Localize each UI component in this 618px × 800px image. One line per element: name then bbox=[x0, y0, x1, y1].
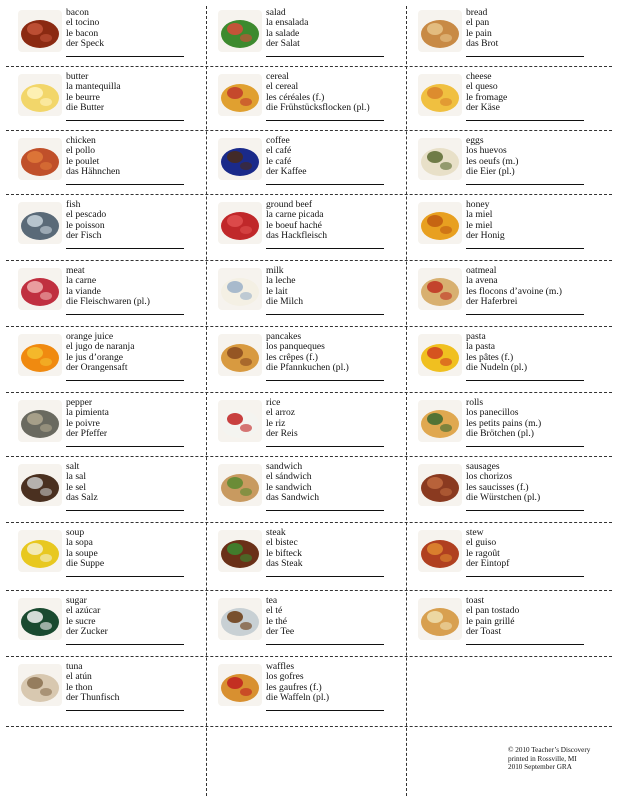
english-word: salt bbox=[66, 462, 80, 472]
write-in-line bbox=[466, 56, 584, 57]
english-word: cereal bbox=[266, 72, 289, 82]
english-word: sugar bbox=[66, 596, 87, 606]
spanish-word: el tocino bbox=[66, 18, 100, 29]
vocab-card-sugar bbox=[14, 592, 212, 656]
eggs-icon bbox=[418, 138, 462, 180]
french-word: le café bbox=[266, 156, 292, 167]
french-word: le sucre bbox=[66, 616, 96, 627]
horizontal-cut-line bbox=[6, 392, 612, 393]
english-word: rice bbox=[266, 398, 281, 408]
vocab-card-tuna bbox=[14, 658, 212, 722]
spanish-word: la pasta bbox=[466, 342, 496, 353]
cheese-icon bbox=[418, 74, 462, 116]
german-word: das Brot bbox=[466, 39, 499, 50]
german-word: der Thunfisch bbox=[66, 693, 120, 704]
write-in-line bbox=[266, 120, 384, 121]
vocab-card-meat bbox=[14, 262, 212, 326]
write-in-line bbox=[266, 380, 384, 381]
honey-icon bbox=[418, 202, 462, 244]
write-in-line bbox=[66, 56, 184, 57]
vocab-words bbox=[466, 332, 612, 374]
vocab-card-salad bbox=[214, 4, 412, 68]
vocab-card-steak bbox=[214, 524, 412, 588]
german-word: der Reis bbox=[266, 429, 298, 440]
english-word: waffles bbox=[266, 662, 295, 672]
french-word: le thé bbox=[266, 616, 288, 627]
ground-beef-icon bbox=[218, 202, 262, 244]
french-word: le pain grillé bbox=[466, 616, 515, 627]
german-word: die Butter bbox=[66, 103, 105, 114]
write-in-line bbox=[466, 184, 584, 185]
spanish-word: la leche bbox=[266, 276, 296, 287]
vocab-card-bacon bbox=[14, 4, 212, 68]
toast-icon bbox=[418, 598, 462, 640]
spanish-word: la ensalada bbox=[266, 18, 309, 29]
french-word: les crêpes (f.) bbox=[266, 352, 318, 363]
french-word: le pain bbox=[466, 28, 492, 39]
french-word: le bacon bbox=[66, 28, 99, 39]
french-word: le boeuf haché bbox=[266, 220, 322, 231]
english-word: orange juice bbox=[66, 332, 114, 342]
write-in-line bbox=[266, 184, 384, 185]
english-word: salad bbox=[266, 8, 286, 18]
vocab-card-salt bbox=[14, 458, 212, 522]
german-word: die Pfannkuchen (pl.) bbox=[266, 363, 349, 374]
vocab-words bbox=[466, 136, 612, 178]
french-word: les pâtes (f.) bbox=[466, 352, 514, 363]
write-in-line bbox=[466, 314, 584, 315]
english-word: bread bbox=[466, 8, 488, 18]
german-word: die Brötchen (pl.) bbox=[466, 429, 534, 440]
horizontal-cut-line bbox=[6, 66, 612, 67]
english-word: oatmeal bbox=[466, 266, 497, 276]
sausages-icon bbox=[418, 464, 462, 506]
french-word: le jus d’orange bbox=[66, 352, 124, 363]
write-in-line bbox=[466, 120, 584, 121]
milk-icon bbox=[218, 268, 262, 310]
french-word: la soupe bbox=[66, 548, 98, 559]
vocab-words bbox=[66, 662, 212, 704]
bread-icon bbox=[418, 10, 462, 52]
write-in-line bbox=[66, 446, 184, 447]
french-word: le lait bbox=[266, 286, 288, 297]
write-in-line bbox=[66, 120, 184, 121]
write-in-line bbox=[66, 380, 184, 381]
vocab-words bbox=[466, 462, 612, 504]
write-in-line bbox=[66, 184, 184, 185]
vocab-card-tea bbox=[214, 592, 412, 656]
horizontal-cut-line bbox=[6, 522, 612, 523]
vocab-card-sandwich bbox=[214, 458, 412, 522]
pancakes-icon bbox=[218, 334, 262, 376]
english-word: cheese bbox=[466, 72, 492, 82]
spanish-word: el cereal bbox=[266, 82, 299, 93]
spanish-word: el pan tostado bbox=[466, 606, 520, 617]
english-word: sausages bbox=[466, 462, 500, 472]
copyright-line: © 2010 Teacher’s Discovery bbox=[508, 746, 591, 754]
spanish-word: la carne picada bbox=[266, 210, 324, 221]
german-word: die Waffeln (pl.) bbox=[266, 693, 330, 704]
chicken-icon bbox=[18, 138, 62, 180]
english-word: chicken bbox=[66, 136, 96, 146]
copyright-notice bbox=[508, 746, 612, 772]
vocab-card-orange-juice bbox=[14, 328, 212, 392]
printed-location-line: printed in Rossville, MI bbox=[508, 754, 577, 763]
german-word: der Salat bbox=[266, 39, 300, 50]
english-word: fish bbox=[66, 200, 81, 210]
tuna-icon bbox=[18, 664, 62, 706]
vocab-words bbox=[266, 398, 412, 440]
steak-icon bbox=[218, 530, 262, 572]
german-word: das Hackfleisch bbox=[266, 231, 328, 242]
spanish-word: la avena bbox=[466, 276, 498, 287]
rice-icon bbox=[218, 400, 262, 442]
english-word: eggs bbox=[466, 136, 484, 146]
vocab-words bbox=[266, 462, 412, 504]
orange-juice-icon bbox=[18, 334, 62, 376]
write-in-line bbox=[466, 510, 584, 511]
vocab-words bbox=[266, 266, 412, 308]
stew-icon bbox=[418, 530, 462, 572]
waffles-icon bbox=[218, 664, 262, 706]
french-word: le poivre bbox=[66, 418, 100, 429]
vocab-card-waffles bbox=[214, 658, 412, 722]
german-word: der Pfeffer bbox=[66, 429, 108, 440]
german-word: das Steak bbox=[266, 559, 303, 570]
german-word: die Frühstücksflocken (pl.) bbox=[266, 103, 370, 114]
french-word: le ragoût bbox=[466, 548, 500, 559]
spanish-word: la sal bbox=[66, 472, 86, 483]
german-word: die Suppe bbox=[66, 559, 105, 570]
english-word: bacon bbox=[66, 8, 89, 18]
horizontal-cut-line bbox=[6, 656, 612, 657]
spanish-word: el jugo de naranja bbox=[66, 342, 135, 353]
write-in-line bbox=[266, 576, 384, 577]
salt-icon bbox=[18, 464, 62, 506]
vocab-card-soup bbox=[14, 524, 212, 588]
write-in-line bbox=[466, 644, 584, 645]
horizontal-cut-line bbox=[6, 194, 612, 195]
german-word: die Nudeln (pl.) bbox=[466, 363, 528, 374]
vocab-words bbox=[466, 72, 612, 114]
english-word: pasta bbox=[466, 332, 486, 342]
french-word: le sandwich bbox=[266, 482, 312, 493]
vocab-words bbox=[466, 200, 612, 242]
french-word: le riz bbox=[266, 418, 286, 429]
spanish-word: el té bbox=[266, 606, 283, 617]
french-word: le thon bbox=[66, 682, 93, 693]
spanish-word: los chorizos bbox=[466, 472, 513, 483]
spanish-word: los panecillos bbox=[466, 408, 519, 419]
vocab-card-pasta bbox=[414, 328, 612, 392]
english-word: toast bbox=[466, 596, 485, 606]
vocab-card-milk bbox=[214, 262, 412, 326]
tea-icon bbox=[218, 598, 262, 640]
soup-icon bbox=[18, 530, 62, 572]
vocab-words bbox=[266, 136, 412, 178]
horizontal-cut-line bbox=[6, 326, 612, 327]
spanish-word: los huevos bbox=[466, 146, 507, 157]
write-in-line bbox=[66, 576, 184, 577]
english-word: coffee bbox=[266, 136, 290, 146]
spanish-word: la pimienta bbox=[66, 408, 109, 419]
german-word: der Eintopf bbox=[466, 559, 510, 570]
meat-icon bbox=[18, 268, 62, 310]
vocab-words bbox=[66, 596, 212, 638]
write-in-line bbox=[66, 314, 184, 315]
german-word: das Hähnchen bbox=[66, 167, 121, 178]
vocab-words bbox=[66, 398, 212, 440]
vocab-words bbox=[66, 266, 212, 308]
coffee-icon bbox=[218, 138, 262, 180]
vocab-words bbox=[66, 462, 212, 504]
vocab-card-cereal bbox=[214, 68, 412, 132]
german-word: das Sandwich bbox=[266, 493, 320, 504]
write-in-line bbox=[266, 248, 384, 249]
edition-line: 2010 September GRA bbox=[508, 763, 572, 772]
horizontal-cut-line bbox=[6, 260, 612, 261]
cereal-icon bbox=[218, 74, 262, 116]
write-in-line bbox=[66, 510, 184, 511]
german-word: der Zucker bbox=[66, 627, 108, 638]
vocab-card-stew bbox=[414, 524, 612, 588]
bacon-icon bbox=[18, 10, 62, 52]
vocab-words bbox=[266, 8, 412, 50]
french-word: les flocons d’avoine (m.) bbox=[466, 286, 562, 297]
french-word: les oeufs (m.) bbox=[466, 156, 519, 167]
spanish-word: la sopa bbox=[66, 538, 93, 549]
english-word: pepper bbox=[66, 398, 93, 408]
german-word: der Haferbrei bbox=[466, 297, 518, 308]
horizontal-cut-line bbox=[6, 726, 612, 727]
english-word: pancakes bbox=[266, 332, 302, 342]
german-word: der Speck bbox=[66, 39, 105, 50]
write-in-line bbox=[66, 248, 184, 249]
vocab-card-sausages bbox=[414, 458, 612, 522]
write-in-line bbox=[266, 510, 384, 511]
spanish-word: el sándwich bbox=[266, 472, 312, 483]
vocab-card-honey bbox=[414, 196, 612, 260]
sandwich-icon bbox=[218, 464, 262, 506]
vocab-card-rolls bbox=[414, 394, 612, 458]
german-word: die Würstchen (pl.) bbox=[466, 493, 541, 504]
french-word: les petits pains (m.) bbox=[466, 418, 542, 429]
vocab-words bbox=[66, 332, 212, 374]
vocab-card-bread bbox=[414, 4, 612, 68]
oatmeal-icon bbox=[418, 268, 462, 310]
spanish-word: los panqueques bbox=[266, 342, 325, 353]
vocab-words bbox=[266, 332, 412, 374]
german-word: der Toast bbox=[466, 627, 502, 638]
spanish-word: la carne bbox=[66, 276, 97, 287]
english-word: tea bbox=[266, 596, 278, 606]
vocab-words bbox=[466, 596, 612, 638]
vocab-card-fish bbox=[14, 196, 212, 260]
english-word: sandwich bbox=[266, 462, 303, 472]
english-word: rolls bbox=[466, 398, 484, 408]
rolls-icon bbox=[418, 400, 462, 442]
vocab-card-coffee bbox=[214, 132, 412, 196]
french-word: les saucisses (f.) bbox=[466, 482, 529, 493]
french-word: le fromage bbox=[466, 92, 508, 103]
english-word: tuna bbox=[66, 662, 83, 672]
vocab-card-rice bbox=[214, 394, 412, 458]
spanish-word: el pescado bbox=[66, 210, 107, 221]
french-word: le bifteck bbox=[266, 548, 302, 559]
vocab-card-butter bbox=[14, 68, 212, 132]
german-word: der Käse bbox=[466, 103, 500, 114]
english-word: butter bbox=[66, 72, 89, 82]
spanish-word: el bistec bbox=[266, 538, 298, 549]
vocab-card-cheese bbox=[414, 68, 612, 132]
vocab-card-chicken bbox=[14, 132, 212, 196]
english-word: honey bbox=[466, 200, 490, 210]
german-word: die Eier (pl.) bbox=[466, 167, 515, 178]
german-word: der Honig bbox=[466, 231, 505, 242]
english-word: ground beef bbox=[266, 200, 313, 210]
vocab-card-pepper bbox=[14, 394, 212, 458]
english-word: meat bbox=[66, 266, 85, 276]
sugar-icon bbox=[18, 598, 62, 640]
vocab-card-ground-beef bbox=[214, 196, 412, 260]
vocab-card-eggs bbox=[414, 132, 612, 196]
german-word: der Orangensaft bbox=[66, 363, 128, 374]
spanish-word: el café bbox=[266, 146, 292, 157]
vocab-words bbox=[66, 136, 212, 178]
write-in-line bbox=[466, 446, 584, 447]
write-in-line bbox=[66, 644, 184, 645]
vocab-words bbox=[266, 72, 412, 114]
vocab-words bbox=[466, 8, 612, 50]
spanish-word: el atún bbox=[66, 672, 92, 683]
spanish-word: el pan bbox=[466, 18, 490, 29]
french-word: les céréales (f.) bbox=[266, 92, 325, 103]
vocab-words bbox=[66, 528, 212, 570]
french-word: le beurre bbox=[66, 92, 100, 103]
butter-icon bbox=[18, 74, 62, 116]
write-in-line bbox=[466, 248, 584, 249]
pepper-icon bbox=[18, 400, 62, 442]
write-in-line bbox=[466, 380, 584, 381]
horizontal-cut-line bbox=[6, 456, 612, 457]
vocab-words bbox=[266, 200, 412, 242]
write-in-line bbox=[266, 644, 384, 645]
vocab-words bbox=[66, 72, 212, 114]
spanish-word: el guiso bbox=[466, 538, 497, 549]
vocab-words bbox=[266, 596, 412, 638]
german-word: das Salz bbox=[66, 493, 98, 504]
spanish-word: los gofres bbox=[266, 672, 304, 683]
french-word: le miel bbox=[466, 220, 493, 231]
french-word: les gaufres (f.) bbox=[266, 682, 322, 693]
spanish-word: la miel bbox=[466, 210, 493, 221]
write-in-line bbox=[266, 710, 384, 711]
vocab-words bbox=[266, 662, 412, 704]
german-word: die Milch bbox=[266, 297, 304, 308]
vocab-words bbox=[466, 266, 612, 308]
pasta-icon bbox=[418, 334, 462, 376]
french-word: la salade bbox=[266, 28, 300, 39]
vocab-card-pancakes bbox=[214, 328, 412, 392]
french-word: la viande bbox=[66, 286, 101, 297]
vertical-cut-line bbox=[406, 6, 407, 796]
english-word: stew bbox=[466, 528, 484, 538]
french-word: le poulet bbox=[66, 156, 100, 167]
salad-icon bbox=[218, 10, 262, 52]
english-word: milk bbox=[266, 266, 284, 276]
spanish-word: la mantequilla bbox=[66, 82, 121, 93]
vocab-card-oatmeal bbox=[414, 262, 612, 326]
write-in-line bbox=[266, 446, 384, 447]
write-in-line bbox=[266, 314, 384, 315]
spanish-word: el queso bbox=[466, 82, 498, 93]
english-word: steak bbox=[266, 528, 286, 538]
vocab-words bbox=[466, 528, 612, 570]
vocab-words bbox=[66, 200, 212, 242]
spanish-word: el arroz bbox=[266, 408, 296, 419]
spanish-word: el azúcar bbox=[66, 606, 101, 617]
german-word: der Fisch bbox=[66, 231, 102, 242]
vocab-words bbox=[466, 398, 612, 440]
spanish-word: el pollo bbox=[66, 146, 96, 157]
horizontal-cut-line bbox=[6, 590, 612, 591]
vocab-words bbox=[266, 528, 412, 570]
vertical-cut-line bbox=[206, 6, 207, 796]
french-word: le poisson bbox=[66, 220, 105, 231]
english-word: soup bbox=[66, 528, 85, 538]
vocab-card-toast bbox=[414, 592, 612, 656]
german-word: der Tee bbox=[266, 627, 295, 638]
german-word: der Kaffee bbox=[266, 167, 307, 178]
fish-icon bbox=[18, 202, 62, 244]
vocab-words bbox=[66, 8, 212, 50]
german-word: die Fleischwaren (pl.) bbox=[66, 297, 150, 308]
write-in-line bbox=[266, 56, 384, 57]
write-in-line bbox=[466, 576, 584, 577]
write-in-line bbox=[66, 710, 184, 711]
french-word: le sel bbox=[66, 482, 86, 493]
horizontal-cut-line bbox=[6, 130, 612, 131]
